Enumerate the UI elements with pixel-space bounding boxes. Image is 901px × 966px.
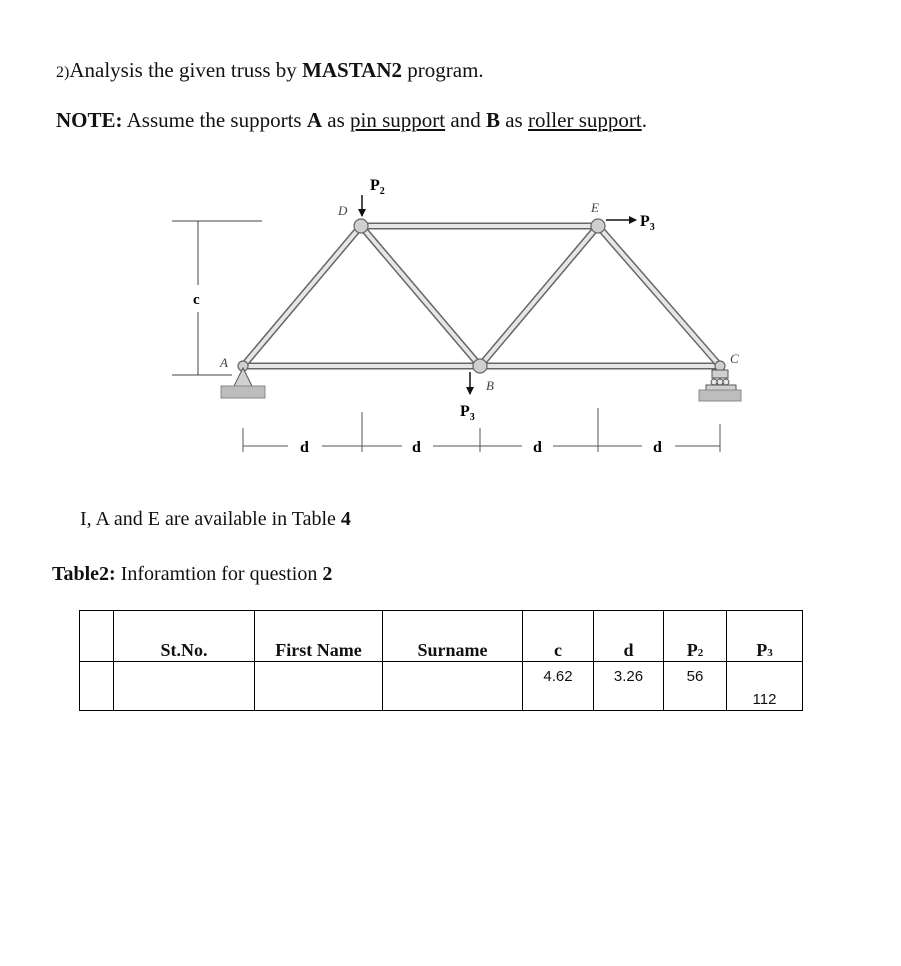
pin-support: pin support bbox=[350, 108, 446, 132]
value-p3: 112 bbox=[727, 662, 803, 711]
node-b-label: B bbox=[486, 378, 494, 393]
value-first-name[interactable] bbox=[255, 662, 383, 711]
header-first-name: First Name bbox=[255, 611, 383, 662]
availability-note bbox=[80, 508, 351, 531]
truss-diagram bbox=[0, 160, 901, 480]
blank-cell bbox=[80, 611, 114, 662]
table-caption-text: Inforamtion for question bbox=[115, 563, 323, 585]
load-p2-arrow bbox=[362, 177, 385, 216]
load-p3-horizontal-arrow bbox=[606, 213, 655, 233]
header-c: c bbox=[523, 611, 594, 662]
joint-b bbox=[473, 359, 487, 373]
table-caption-number: 2 bbox=[322, 563, 333, 585]
load-p3-vertical-arrow bbox=[460, 372, 475, 423]
truss-members bbox=[243, 226, 720, 366]
node-e-label: E bbox=[591, 200, 599, 215]
header-p3: P3 bbox=[727, 611, 803, 662]
member-a-d bbox=[243, 226, 361, 366]
availability-text: I, A and E are available in Table bbox=[80, 508, 341, 530]
question-number: 2) bbox=[56, 64, 70, 81]
header-d: d bbox=[594, 611, 664, 662]
availability-table-number: 4 bbox=[340, 508, 351, 530]
note-line bbox=[56, 108, 647, 133]
dim-c-label: c bbox=[193, 292, 200, 308]
joint-d bbox=[354, 219, 368, 233]
note-text: as bbox=[499, 108, 528, 132]
dim-d-label: d bbox=[300, 439, 309, 456]
note-text: and bbox=[445, 108, 486, 132]
info-table bbox=[79, 610, 803, 711]
dim-d-label: d bbox=[653, 439, 662, 456]
pin-support-a bbox=[221, 368, 265, 398]
joint-e bbox=[591, 219, 605, 233]
node-d-label: D bbox=[338, 203, 348, 218]
load-p3-label: $P_3$ bbox=[460, 403, 475, 423]
value-p2: 56 bbox=[664, 662, 727, 711]
header-st-no: St.No. bbox=[114, 611, 255, 662]
member-b-e bbox=[480, 226, 598, 366]
member-e-c bbox=[598, 226, 720, 366]
value-st-no[interactable] bbox=[114, 662, 255, 711]
load-p2-label: $P_2$ bbox=[370, 177, 385, 197]
dimension-c bbox=[172, 221, 262, 375]
question-line bbox=[56, 58, 484, 83]
value-d: 3.26 bbox=[594, 662, 664, 711]
blank-cell bbox=[80, 662, 114, 711]
note-text: Assume the supports bbox=[122, 108, 307, 132]
roller-support-c bbox=[699, 370, 741, 401]
dim-d-label: d bbox=[412, 439, 421, 456]
load-p3-label: $P_3$ bbox=[640, 213, 655, 233]
note-text: . bbox=[641, 108, 647, 132]
question-text-pre: Analysis the given truss by bbox=[69, 58, 303, 82]
question-text-post: program. bbox=[402, 58, 484, 82]
table-caption-label: Table2: bbox=[52, 563, 116, 585]
roller-support: roller support bbox=[527, 108, 642, 132]
member-d-b bbox=[361, 226, 480, 366]
node-c-label: C bbox=[730, 351, 739, 366]
program-name: MASTAN2 bbox=[302, 58, 403, 82]
table-caption bbox=[52, 563, 332, 586]
note-label: NOTE: bbox=[56, 108, 123, 132]
table-data-row bbox=[80, 662, 803, 711]
table-header-row bbox=[80, 611, 803, 662]
support-b: B bbox=[485, 108, 500, 132]
value-c: 4.62 bbox=[523, 662, 594, 711]
header-surname: Surname bbox=[383, 611, 523, 662]
truss-joints bbox=[238, 219, 725, 373]
header-p2: P2 bbox=[664, 611, 727, 662]
value-surname[interactable] bbox=[383, 662, 523, 711]
dimension-d bbox=[243, 408, 720, 456]
dim-d-label: d bbox=[533, 439, 542, 456]
note-text: as bbox=[322, 108, 351, 132]
support-a: A bbox=[306, 108, 323, 132]
node-a-label: A bbox=[220, 355, 228, 370]
